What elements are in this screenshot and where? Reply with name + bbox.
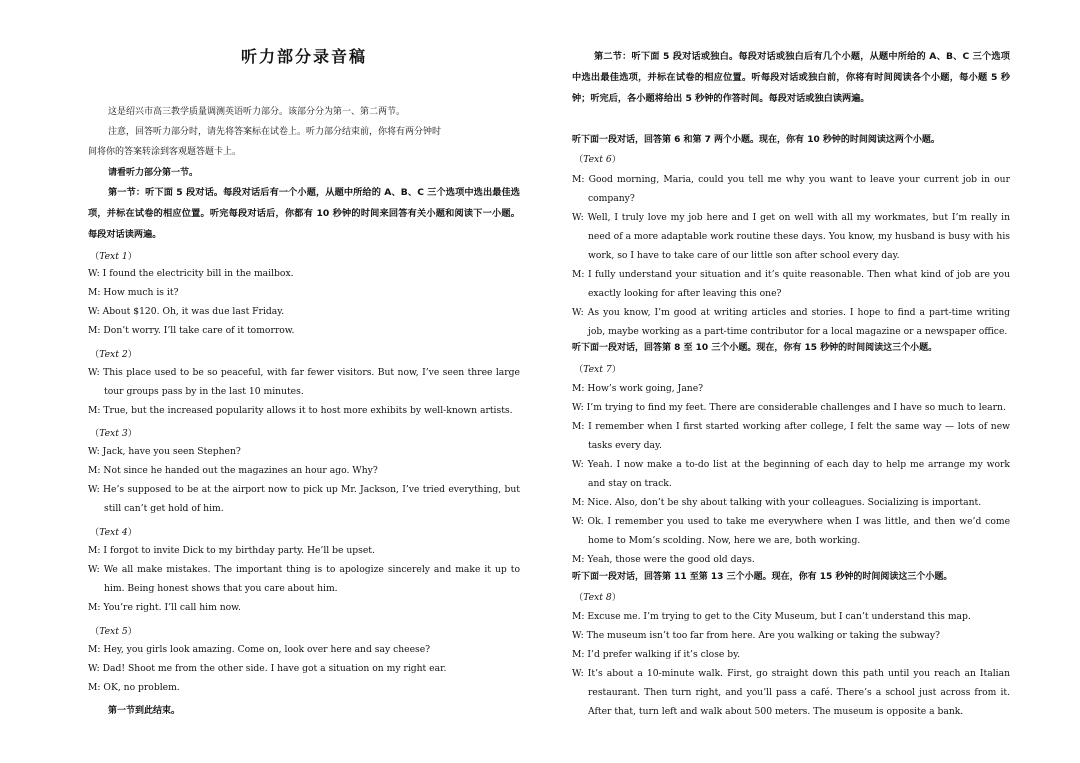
prompt-text8: 听下面一段对话，回答第 11 至第 13 三个小题。现在，你有 15 秒钟的时间阅读这三个小题。 — [572, 572, 953, 582]
dialogue-line: W: This place used to be so peaceful, with far fewer visitors. But now, I’ve seen three large tour groups pass by in the last 10 minutes. — [88, 367, 520, 397]
dialogue-line: M: Good morning, Maria, could you tell me why you want to leave your current job in our company? — [572, 174, 1010, 204]
dialogue-line: W: We all make mistakes. The important thing is to apologize sincerely and make it up to him. Being honest shows that you care about him. — [88, 564, 520, 594]
dialogue-line: M: OK, no problem. — [88, 682, 180, 693]
text5-label: （ Text 5 ） — [90, 626, 520, 638]
intro-line-2: 注意，回答听力部分时，请先将答案标在试卷上。听力部分结束前，你将有两分钟时 — [108, 127, 442, 137]
intro-line-3: 间将你的答案转涂到客观题答题卡上。 — [88, 147, 242, 157]
dialogue-line: M: Don’t worry. I’ll take care of it tomorrow. — [88, 325, 295, 336]
text8-label: （ Text 8 ） — [574, 592, 1010, 604]
dialogue-line: M: Not since he handed out the magazines an hour ago. Why? — [88, 465, 378, 476]
page-title: 听力部分录音稿 — [240, 47, 367, 66]
dialogue-line: M: I’d prefer walking if it’s close by. — [572, 649, 741, 660]
dialogue-line: M: Yeah, those were the good old days. — [572, 554, 755, 565]
text7-label: （ Text 7 ） — [574, 364, 1010, 376]
dialogue-line: M: I forgot to invite Dick to my birthday party. He’ll be upset. — [88, 545, 375, 556]
text6-label: （ Text 6 ） — [574, 154, 1010, 166]
dialogue-line: M: Excuse me. I’m trying to get to the City Museum, but I can’t understand this map. — [572, 611, 971, 622]
text1-dialogue — [88, 264, 520, 340]
text5-dialogue — [88, 640, 520, 697]
dialogue-line: W: It’s about a 10-minute walk. First, go straight down this path until you reach an Italian restaurant. Then turn right, and you’ll pass a café. There’s a school just across from it. After that, turn left and walk about 500 meters. The museum is opposite a bank. — [572, 668, 1010, 717]
dialogue-line: M: How’s work going, Jane? — [572, 383, 704, 394]
section1-instructions: 第一节：听下面 5 段对话。每段对话后有一个小题，从题中所给的 A、B、C 三个选项中选出最佳选项，并标在试卷的相应位置。听完每段对话后，你都有 10 秒钟的时间来回答有关小题和阅读下一小题。每段对话读两遍。 — [88, 187, 520, 240]
section2-instructions: 第二节：听下面 5 段对话或独白。每段对话或独白后有几个小题，从题中所给的 A、B、C 三个选项中选出最佳选项，并标在试卷的相应位置。听每段对话或独白前，你将有时间阅读各个小题，每小题 5 秒钟；听完后，各小题将给出 5 秒钟的作答时间。每段对话或独白读两遍。 — [572, 51, 1010, 104]
text2-dialogue — [88, 363, 520, 420]
section1-end: 第一节到此结束。 — [108, 706, 181, 716]
section1-start: 请看听力部分第一节。 — [108, 168, 199, 178]
dialogue-line: M: True, but the increased popularity allows it to host more exhibits by well-known artists. — [88, 405, 513, 416]
dialogue-line: M: How much is it? — [88, 287, 179, 298]
dialogue-line: W: The museum isn’t too far from here. Are you walking or taking the subway? — [572, 630, 940, 641]
text3-label: （ Text 3 ） — [90, 428, 520, 440]
dialogue-line: M: I fully understand your situation and it’s quite reasonable. Then what kind of job are you exactly looking for after leaving this one? — [572, 269, 1010, 299]
text6-dialogue — [572, 170, 1010, 341]
dialogue-line: M: You’re right. I’ll call him now. — [88, 602, 241, 613]
dialogue-line: W: Well, I truly love my job here and I get on well with all my workmates, but I’m really in need of a more adaptable work routine these days. You know, my husband is busy with his work, so I have to take care of our little son after school every day. — [572, 212, 1010, 261]
dialogue-line: M: I remember when I first started working after college, I felt the same way — lots of new tasks every day. — [572, 421, 1010, 451]
dialogue-line: M: Hey, you girls look amazing. Come on, look over here and say cheese? — [88, 644, 431, 655]
dialogue-line: W: I found the electricity bill in the mailbox. — [88, 268, 294, 279]
prompt-text7: 听下面一段对话，回答第 8 至 10 三个小题。现在，你有 15 秒钟的时间阅读这三个小题。 — [572, 343, 938, 353]
dialogue-line: M: Nice. Also, don’t be shy about talking with your colleagues. Socializing is important. — [572, 497, 982, 508]
text8-dialogue — [572, 607, 1010, 721]
dialogue-line: W: I’m trying to find my feet. There are considerable challenges and I have so much to learn. — [572, 402, 1006, 413]
text7-dialogue — [572, 379, 1010, 569]
text2-label: （ Text 2 ） — [90, 349, 520, 361]
dialogue-line: W: Yeah. I now make a to-do list at the beginning of each day to help me arrange my work and stay on track. — [572, 459, 1010, 489]
text1-label: （ Text 1 ） — [90, 251, 520, 263]
dialogue-line: W: As you know, I’m good at writing articles and stories. I hope to find a part-time writing job, maybe working as a part-time contributor for a local magazine or a newspaper office. — [572, 307, 1010, 337]
dialogue-line: W: He’s supposed to be at the airport now to pick up Mr. Jackson, I’ve tried everything, but still can’t get hold of him. — [88, 484, 520, 514]
intro-line-1: 这是绍兴市高三教学质量调测英语听力部分。该部分分为第一、第二两节。 — [108, 107, 406, 117]
dialogue-line: W: Jack, have you seen Stephen? — [88, 446, 241, 457]
text4-label: （ Text 4 ） — [90, 527, 520, 539]
text4-dialogue — [88, 541, 520, 617]
text3-dialogue — [88, 442, 520, 518]
prompt-text6: 听下面一段对话，回答第 6 和第 7 两个小题。现在，你有 10 秒钟的时间阅读这两个小题。 — [572, 135, 940, 145]
dialogue-line: W: Dad! Shoot me from the other side. I have got a situation on my right ear. — [88, 663, 447, 674]
dialogue-line: W: About $120. Oh, it was due last Friday. — [88, 306, 285, 317]
dialogue-line: W: Ok. I remember you used to take me everywhere when I was little, and then we’d come home to Mom’s scolding. Now, here we are, both working. — [572, 516, 1010, 546]
